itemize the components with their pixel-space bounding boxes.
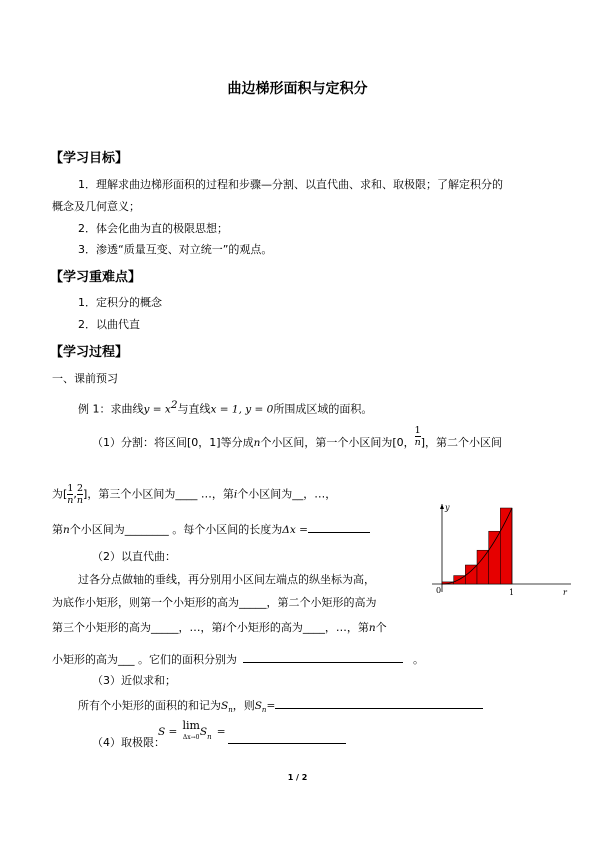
answer-blank[interactable] (228, 731, 346, 744)
example-1 (78, 398, 372, 417)
example-suffix: 所围成区域的面积。 (273, 402, 373, 416)
step-2-title: （2）以直代曲： (92, 550, 176, 563)
lim-sub: Δx→0 (182, 734, 200, 741)
line3-text-a: 第 (52, 523, 63, 536)
keypoints-heading: 【学习重难点】 (50, 270, 142, 285)
keypoint-1: 1．定积分的概念 (78, 296, 162, 309)
part-1-title: 一、课前预习 (52, 372, 118, 385)
step-1-line-1 (92, 424, 503, 450)
limit-expression (158, 720, 226, 744)
step2-l3-text-b: 个小矩形的高为____，…，第 (225, 621, 369, 634)
var-S: S (199, 726, 208, 738)
lim-S: S = (158, 726, 178, 738)
step2-l4-text-a: 小矩形的高为___ 。它们的面积分别为 (52, 653, 237, 666)
step-4-title: （4）取极限： (92, 736, 165, 749)
fraction-denominator: n (67, 495, 74, 506)
goal-3: 3．渗透“质量互变、对立统一”的观点。 (78, 243, 273, 256)
var-S-sub: n (228, 706, 233, 715)
line3-text-b: 个小区间为________ 。每个小区间的长度为 (69, 523, 283, 536)
fraction-denominator: n (414, 436, 421, 448)
y-axis-arrow (440, 504, 444, 509)
step-1-text-c: ]，第二个小区间 (420, 436, 503, 449)
step-2-line-1: 过各分点做轴的垂线，再分别用小区间左端点的纵坐标为高， (78, 573, 375, 586)
answer-blank[interactable] (275, 697, 483, 709)
one-label: 1 (509, 588, 515, 597)
var-n: n (253, 437, 261, 449)
example-mid: 与直线 (177, 402, 211, 416)
step3-text: 所有个小矩形的面积的和记为 (78, 699, 221, 712)
step-1-line-3 (52, 521, 370, 537)
step-1-text-a: （1）分割：将区间[0，1]等分成 (92, 436, 254, 449)
example-exponent: 2 (170, 399, 178, 411)
delta-x: Δx = (282, 524, 308, 536)
var-S: S (254, 700, 262, 712)
step2-l4-text-b: 。 (413, 653, 424, 666)
page-title: 曲边梯形面积与定积分 (227, 81, 368, 97)
goal-1-line-b: 概念及几何意义； (52, 200, 140, 213)
goal-1-line-a: 1．理解求曲边梯形面积的过程和步骤—分割、以直代曲、求和、取极限；了解定积分的 (78, 178, 503, 191)
y-axis-label: y (445, 503, 450, 512)
x-axis-label: r (563, 588, 567, 597)
step-3-line: 所有个小矩形的面积的和记为$S_n$，则$S_n=$ (78, 697, 483, 717)
fraction-denominator: n (76, 495, 84, 506)
lim-eq: = (216, 726, 226, 738)
var-S-sub: n (261, 706, 267, 715)
step-1-text-b: 个小区间，第一个小区间为[0， (260, 436, 415, 449)
goal-2: 2．体会化曲为直的极限思想； (78, 222, 228, 235)
process-heading: 【学习过程】 (50, 345, 129, 360)
approx-rectangle (477, 550, 489, 584)
line2-text-c: 个小区间为__，…， (237, 487, 337, 501)
step2-l3-text-a: 第三个小矩形的高为_____，…，第 (52, 621, 223, 634)
step-2-line-2: 为底作小矩形，则第一个小矩形的高为_____，第二个小矩形的高为 (52, 596, 377, 609)
var-i: i (233, 488, 238, 501)
step-2-line-3 (52, 621, 387, 635)
step3-then: ，则 (232, 699, 255, 712)
fraction-numerator: 2 (76, 483, 83, 494)
example-curve: y = x (143, 403, 171, 416)
keypoint-2: 2．以曲代直 (78, 318, 140, 331)
line2-text-a: 为[ (52, 487, 68, 501)
example-prefix: 例 1：求曲线 (78, 402, 144, 416)
lim-word: lim (182, 719, 200, 732)
var-n: n (63, 524, 70, 536)
rectangles-group (442, 508, 512, 584)
var-n: n (368, 622, 376, 634)
var-S: S (221, 700, 229, 712)
fraction-1-over-n-b (67, 483, 73, 506)
step-2-line-4 (52, 651, 424, 667)
var-i: i (222, 622, 226, 634)
approx-rectangle (489, 531, 501, 584)
page-number: 1 / 2 (287, 773, 308, 782)
line2-text-b: ]，第三个小区间为____ …，第 (83, 487, 234, 501)
example-lines: x = 1, y = 0 (210, 403, 274, 416)
fraction-numerator: 1 (414, 424, 421, 436)
var-S-sub: n (207, 733, 212, 742)
step2-l3-text-c: 个 (375, 621, 387, 634)
step-3-title: （3）近似求和； (92, 674, 176, 687)
origin-label: 0 (436, 586, 442, 595)
answer-blank[interactable] (308, 521, 370, 533)
answer-blank[interactable] (243, 651, 403, 663)
goals-heading: 【学习目标】 (50, 151, 129, 166)
step-1-line-2: 为[ $\frac{1}{n}$ , $\frac{2}{n}$ ]，第三个小区间为____ …，第i个小区间为__，…， (52, 483, 337, 506)
area-under-curve-graph (425, 498, 575, 598)
fraction-numerator: 1 (67, 483, 74, 494)
